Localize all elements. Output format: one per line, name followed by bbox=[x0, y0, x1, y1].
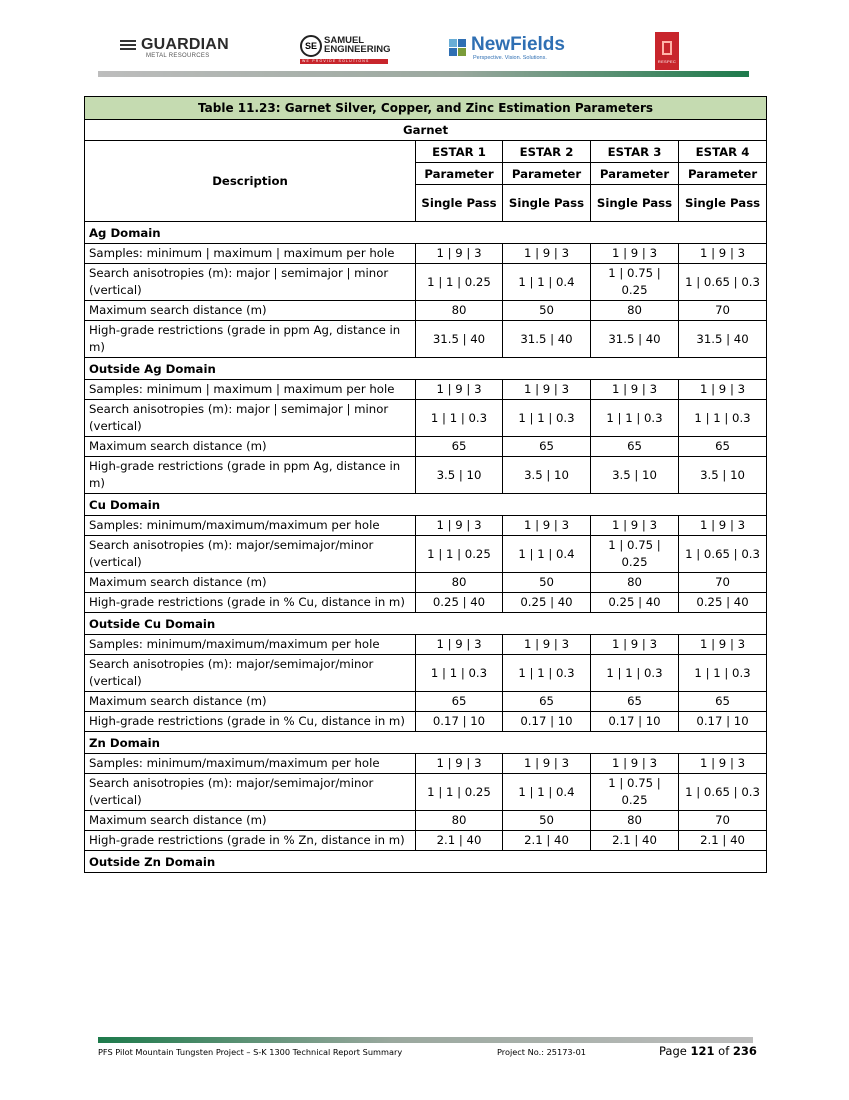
row-value: 80 bbox=[591, 811, 679, 831]
newfields-name: NewFields bbox=[471, 34, 565, 55]
row-description: High-grade restrictions (grade in % Zn, distance in m) bbox=[85, 831, 416, 851]
section-row bbox=[85, 494, 767, 516]
section-row bbox=[85, 613, 767, 635]
respec-name: RESPEC bbox=[657, 59, 677, 64]
row-value: 0.25 | 40 bbox=[591, 593, 679, 613]
se-mark-icon: SE bbox=[300, 35, 322, 57]
row-value: 1 | 1 | 0.4 bbox=[503, 774, 591, 811]
row-value: 65 bbox=[503, 692, 591, 712]
row-value: 1 | 9 | 3 bbox=[503, 754, 591, 774]
pass-header: Single Pass bbox=[679, 185, 767, 222]
row-description: Maximum search distance (m) bbox=[85, 437, 416, 457]
row-value: 1 | 9 | 3 bbox=[679, 244, 767, 264]
row-description: Search anisotropies (m): major | semimajor | minor (vertical) bbox=[85, 400, 416, 437]
row-value: 70 bbox=[679, 573, 767, 593]
row-value: 1 | 0.75 | 0.25 bbox=[591, 264, 679, 301]
row-value: 0.25 | 40 bbox=[503, 593, 591, 613]
table-row bbox=[85, 244, 767, 264]
guardian-bars-icon bbox=[120, 38, 136, 52]
row-value: 70 bbox=[679, 301, 767, 321]
table-row bbox=[85, 712, 767, 732]
table-row bbox=[85, 457, 767, 494]
table-row bbox=[85, 692, 767, 712]
parameter-header: Parameter bbox=[503, 163, 591, 185]
row-value: 1 | 1 | 0.3 bbox=[591, 655, 679, 692]
row-value: 31.5 | 40 bbox=[503, 321, 591, 358]
row-value: 1 | 9 | 3 bbox=[416, 516, 503, 536]
row-value: 1 | 9 | 3 bbox=[503, 516, 591, 536]
row-value: 0.17 | 10 bbox=[416, 712, 503, 732]
column-header: ESTAR 4 bbox=[679, 141, 767, 163]
row-value: 1 | 9 | 3 bbox=[416, 380, 503, 400]
table-row bbox=[85, 301, 767, 321]
row-value: 1 | 1 | 0.3 bbox=[503, 400, 591, 437]
row-value: 1 | 9 | 3 bbox=[679, 635, 767, 655]
estimation-parameters-table bbox=[84, 96, 767, 873]
page-current: 121 bbox=[690, 1044, 715, 1058]
row-value: 2.1 | 40 bbox=[503, 831, 591, 851]
table-row bbox=[85, 400, 767, 437]
row-value: 1 | 1 | 0.3 bbox=[416, 655, 503, 692]
table-row bbox=[85, 593, 767, 613]
header-rule bbox=[98, 71, 749, 77]
row-description: Search anisotropies (m): major/semimajor/minor (vertical) bbox=[85, 774, 416, 811]
row-description: Maximum search distance (m) bbox=[85, 301, 416, 321]
respec-logo bbox=[655, 32, 679, 70]
row-description: Maximum search distance (m) bbox=[85, 811, 416, 831]
row-value: 1 | 1 | 0.3 bbox=[591, 400, 679, 437]
row-value: 50 bbox=[503, 301, 591, 321]
row-value: 3.5 | 10 bbox=[591, 457, 679, 494]
row-value: 1 | 1 | 0.3 bbox=[503, 655, 591, 692]
row-description: High-grade restrictions (grade in ppm Ag, distance in m) bbox=[85, 321, 416, 358]
row-value: 1 | 9 | 3 bbox=[679, 754, 767, 774]
row-description: Search anisotropies (m): major/semimajor/minor (vertical) bbox=[85, 536, 416, 573]
respec-mark-icon bbox=[662, 41, 672, 55]
description-header: Description bbox=[85, 141, 416, 222]
table-row bbox=[85, 635, 767, 655]
footer-rule bbox=[98, 1037, 753, 1043]
row-value: 65 bbox=[416, 437, 503, 457]
footer-project-number: Project No.: 25173-01 bbox=[497, 1047, 586, 1057]
row-value: 1 | 9 | 3 bbox=[679, 516, 767, 536]
row-value: 70 bbox=[679, 811, 767, 831]
page-of: of bbox=[718, 1044, 730, 1058]
row-value: 1 | 0.65 | 0.3 bbox=[679, 536, 767, 573]
row-value: 65 bbox=[679, 437, 767, 457]
section-row bbox=[85, 222, 767, 244]
section-row bbox=[85, 358, 767, 380]
pass-header: Single Pass bbox=[591, 185, 679, 222]
row-value: 50 bbox=[503, 573, 591, 593]
row-value: 1 | 9 | 3 bbox=[679, 380, 767, 400]
row-value: 1 | 9 | 3 bbox=[591, 244, 679, 264]
row-value: 1 | 1 | 0.25 bbox=[416, 774, 503, 811]
row-value: 0.17 | 10 bbox=[591, 712, 679, 732]
samuel-line2: ENGINEERING bbox=[324, 44, 391, 55]
row-value: 80 bbox=[416, 811, 503, 831]
row-value: 65 bbox=[503, 437, 591, 457]
pass-header: Single Pass bbox=[503, 185, 591, 222]
row-value: 1 | 9 | 3 bbox=[416, 754, 503, 774]
row-description: Search anisotropies (m): major/semimajor/minor (vertical) bbox=[85, 655, 416, 692]
pass-header: Single Pass bbox=[416, 185, 503, 222]
row-value: 3.5 | 10 bbox=[503, 457, 591, 494]
row-value: 31.5 | 40 bbox=[416, 321, 503, 358]
footer-report-title: PFS Pilot Mountain Tungsten Project – S-K 1300 Technical Report Summary bbox=[98, 1047, 403, 1057]
column-header: ESTAR 3 bbox=[591, 141, 679, 163]
table-row bbox=[85, 573, 767, 593]
table-row bbox=[85, 655, 767, 692]
row-value: 0.25 | 40 bbox=[679, 593, 767, 613]
row-value: 0.25 | 40 bbox=[416, 593, 503, 613]
table-row bbox=[85, 321, 767, 358]
row-value: 1 | 9 | 3 bbox=[591, 380, 679, 400]
column-header: ESTAR 2 bbox=[503, 141, 591, 163]
section-label: Cu Domain bbox=[85, 494, 767, 516]
row-value: 1 | 0.65 | 0.3 bbox=[679, 264, 767, 301]
column-header: ESTAR 1 bbox=[416, 141, 503, 163]
row-value: 31.5 | 40 bbox=[591, 321, 679, 358]
row-description: Samples: minimum | maximum | maximum per hole bbox=[85, 244, 416, 264]
row-description: Samples: minimum/maximum/maximum per hole bbox=[85, 635, 416, 655]
row-value: 1 | 0.75 | 0.25 bbox=[591, 536, 679, 573]
table-row bbox=[85, 380, 767, 400]
row-value: 1 | 9 | 3 bbox=[503, 244, 591, 264]
section-label: Outside Ag Domain bbox=[85, 358, 767, 380]
row-description: Samples: minimum/maximum/maximum per hole bbox=[85, 516, 416, 536]
row-value: 1 | 9 | 3 bbox=[503, 635, 591, 655]
row-description: High-grade restrictions (grade in % Cu, distance in m) bbox=[85, 593, 416, 613]
row-description: Samples: minimum/maximum/maximum per hole bbox=[85, 754, 416, 774]
row-value: 65 bbox=[591, 437, 679, 457]
section-row bbox=[85, 851, 767, 873]
row-value: 65 bbox=[416, 692, 503, 712]
page-word: Page bbox=[659, 1044, 687, 1058]
estimation-table-wrapper bbox=[84, 96, 766, 873]
row-value: 1 | 9 | 3 bbox=[591, 754, 679, 774]
section-row bbox=[85, 732, 767, 754]
row-value: 80 bbox=[416, 301, 503, 321]
row-value: 65 bbox=[591, 692, 679, 712]
section-label: Outside Cu Domain bbox=[85, 613, 767, 635]
table-row bbox=[85, 774, 767, 811]
guardian-sub: METAL RESOURCES bbox=[146, 53, 210, 59]
newfields-squares-icon bbox=[449, 39, 467, 57]
row-description: Samples: minimum | maximum | maximum per hole bbox=[85, 380, 416, 400]
page-header bbox=[0, 0, 849, 80]
guardian-logo bbox=[120, 36, 229, 59]
row-value: 2.1 | 40 bbox=[591, 831, 679, 851]
row-value: 1 | 0.75 | 0.25 bbox=[591, 774, 679, 811]
row-value: 2.1 | 40 bbox=[416, 831, 503, 851]
row-description: High-grade restrictions (grade in % Cu, distance in m) bbox=[85, 712, 416, 732]
table-row bbox=[85, 516, 767, 536]
row-value: 1 | 9 | 3 bbox=[503, 380, 591, 400]
table-row bbox=[85, 264, 767, 301]
guardian-name: GUARDIAN bbox=[141, 36, 229, 53]
table-group-label: Garnet bbox=[85, 120, 767, 141]
section-label: Outside Zn Domain bbox=[85, 851, 767, 873]
section-label: Ag Domain bbox=[85, 222, 767, 244]
row-value: 1 | 1 | 0.3 bbox=[416, 400, 503, 437]
table-title: Table 11.23: Garnet Silver, Copper, and Zinc Estimation Parameters bbox=[85, 97, 767, 120]
samuel-tagline: WE PROVIDE SOLUTIONS bbox=[302, 59, 370, 63]
footer-page-number bbox=[659, 1044, 757, 1058]
row-value: 1 | 9 | 3 bbox=[416, 635, 503, 655]
row-value: 80 bbox=[591, 301, 679, 321]
row-value: 0.17 | 10 bbox=[679, 712, 767, 732]
row-value: 1 | 9 | 3 bbox=[416, 244, 503, 264]
row-description: Maximum search distance (m) bbox=[85, 692, 416, 712]
samuel-line1: SAMUEL bbox=[324, 35, 365, 46]
row-value: 1 | 1 | 0.25 bbox=[416, 264, 503, 301]
row-description: High-grade restrictions (grade in ppm Ag, distance in m) bbox=[85, 457, 416, 494]
row-value: 80 bbox=[591, 573, 679, 593]
row-description: Search anisotropies (m): major | semimajor | minor (vertical) bbox=[85, 264, 416, 301]
row-value: 0.17 | 10 bbox=[503, 712, 591, 732]
row-value: 1 | 1 | 0.3 bbox=[679, 655, 767, 692]
row-value: 50 bbox=[503, 811, 591, 831]
row-value: 1 | 1 | 0.4 bbox=[503, 264, 591, 301]
row-value: 3.5 | 10 bbox=[679, 457, 767, 494]
parameter-header: Parameter bbox=[679, 163, 767, 185]
newfields-tagline: Perspective. Vision. Solutions. bbox=[473, 55, 547, 61]
row-value: 1 | 1 | 0.25 bbox=[416, 536, 503, 573]
row-value: 1 | 1 | 0.3 bbox=[679, 400, 767, 437]
row-description: Maximum search distance (m) bbox=[85, 573, 416, 593]
row-value: 31.5 | 40 bbox=[679, 321, 767, 358]
table-row bbox=[85, 811, 767, 831]
row-value: 1 | 1 | 0.4 bbox=[503, 536, 591, 573]
table-row bbox=[85, 831, 767, 851]
section-label: Zn Domain bbox=[85, 732, 767, 754]
row-value: 80 bbox=[416, 573, 503, 593]
page-total: 236 bbox=[732, 1044, 757, 1058]
table-row bbox=[85, 437, 767, 457]
parameter-header: Parameter bbox=[416, 163, 503, 185]
row-value: 65 bbox=[679, 692, 767, 712]
row-value: 1 | 0.65 | 0.3 bbox=[679, 774, 767, 811]
row-value: 1 | 9 | 3 bbox=[591, 635, 679, 655]
row-value: 1 | 9 | 3 bbox=[591, 516, 679, 536]
row-value: 3.5 | 10 bbox=[416, 457, 503, 494]
table-row bbox=[85, 536, 767, 573]
table-row bbox=[85, 754, 767, 774]
parameter-header: Parameter bbox=[591, 163, 679, 185]
row-value: 2.1 | 40 bbox=[679, 831, 767, 851]
